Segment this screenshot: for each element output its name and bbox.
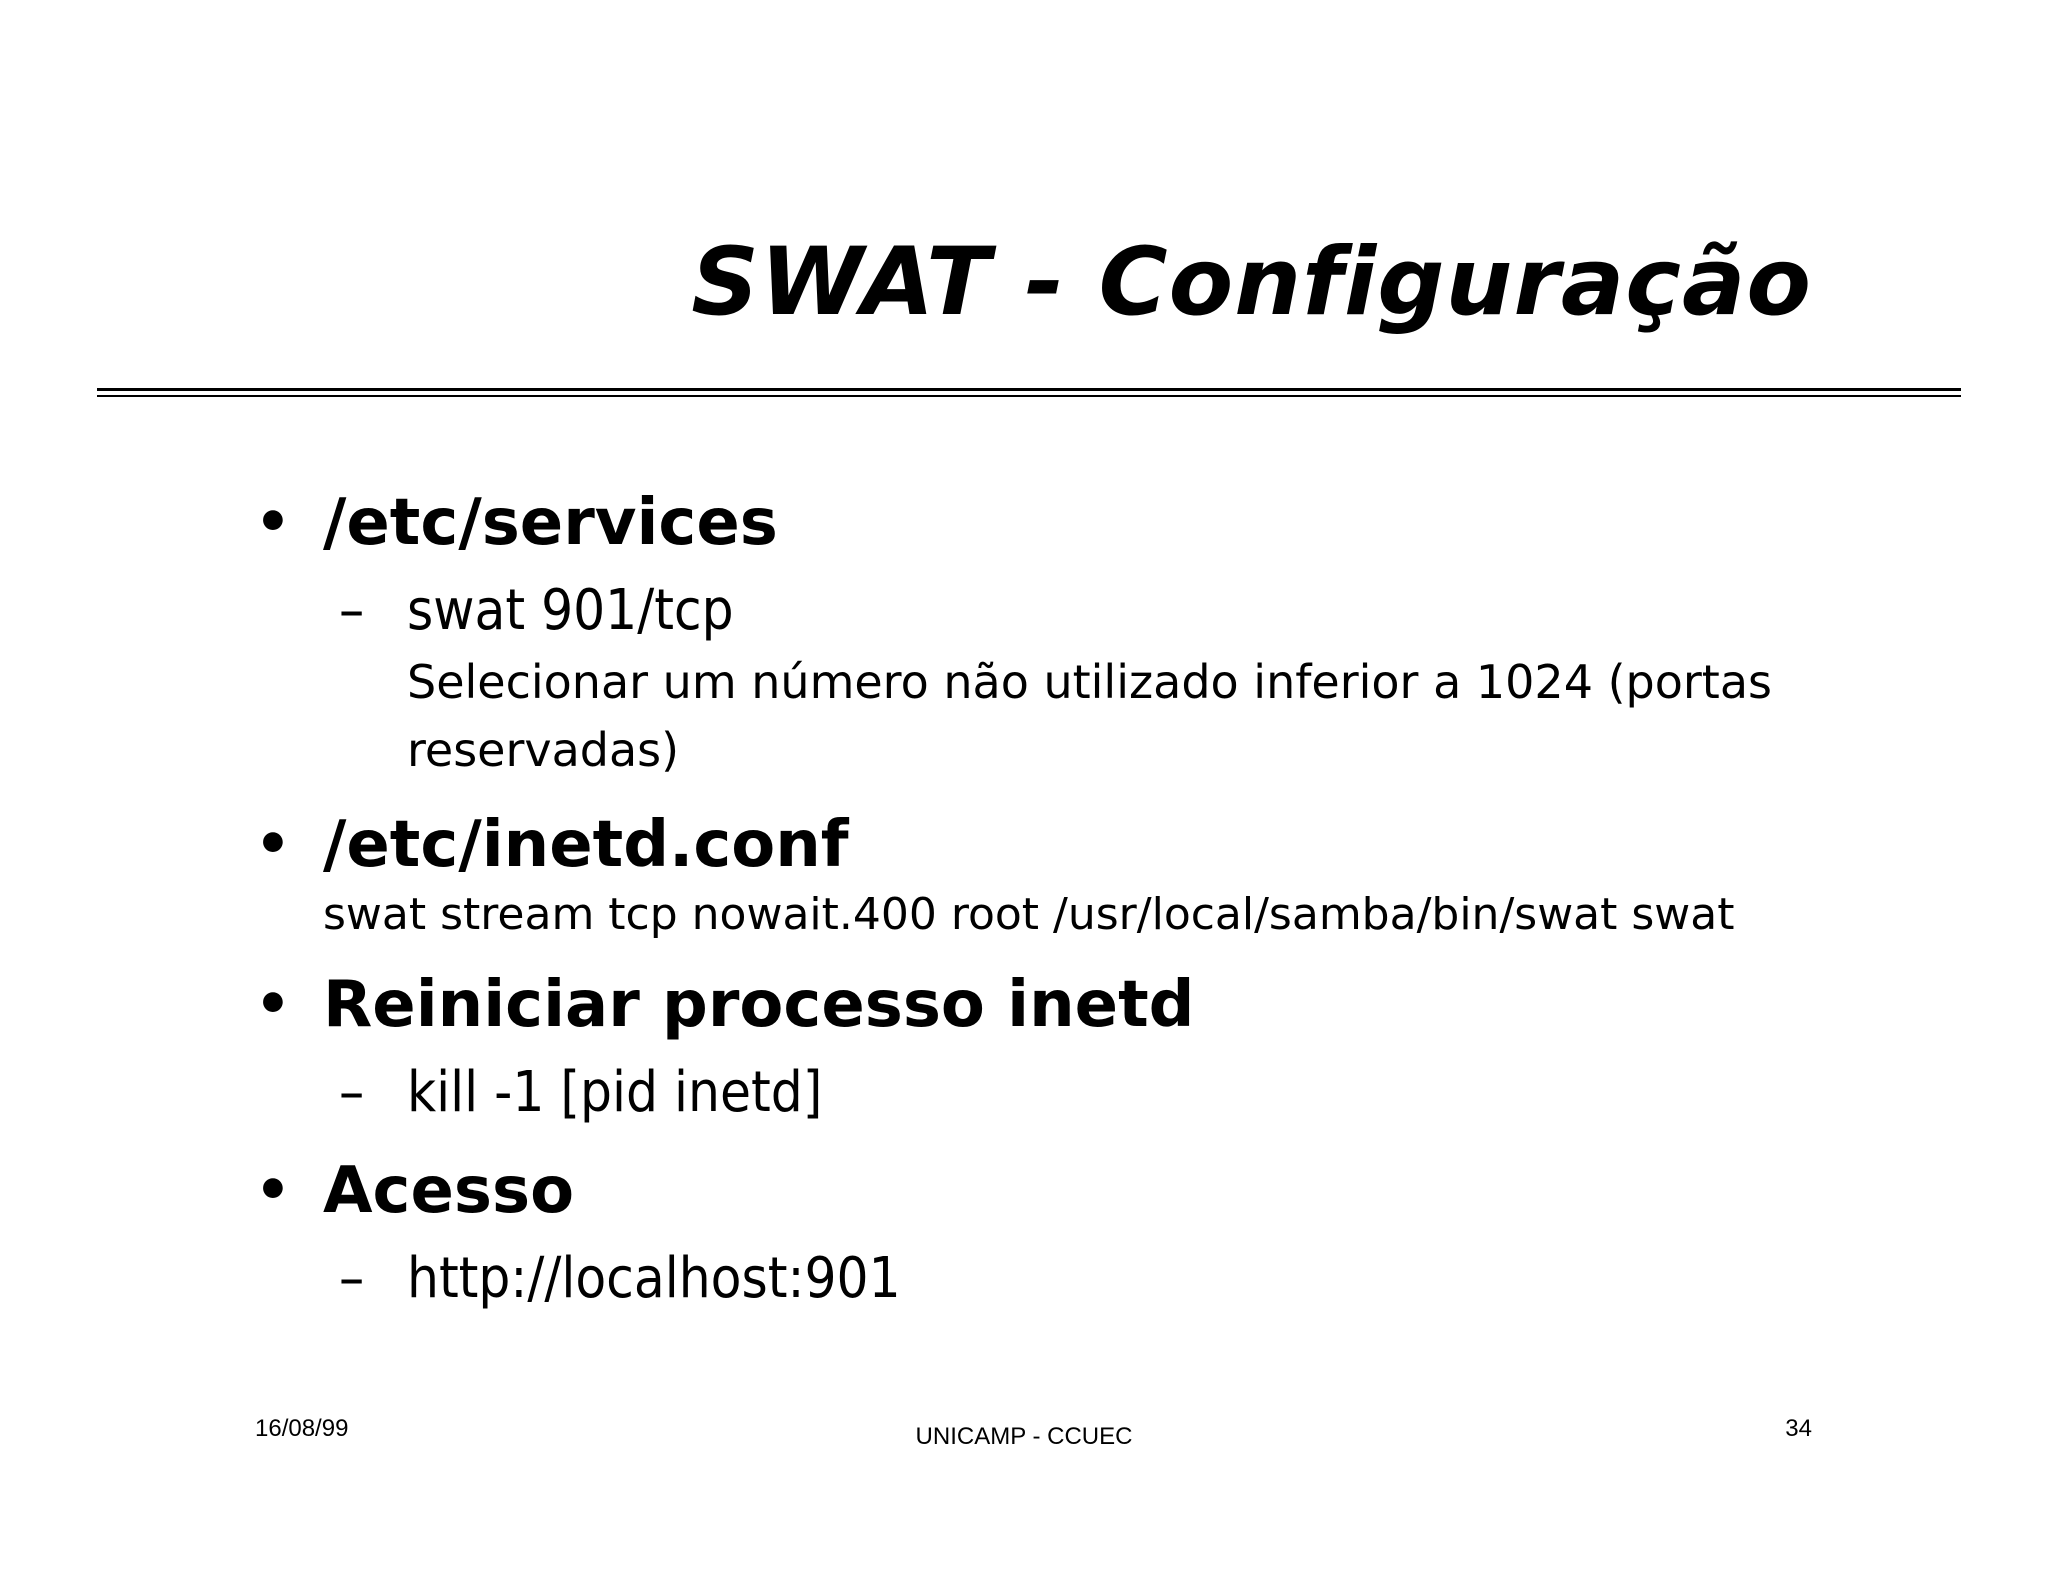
bullet-marker: • xyxy=(255,1158,291,1223)
sub-item-note: Selecionar um número não utilizado inferior a 1024 (portas reservadas) xyxy=(407,655,1772,777)
title-divider xyxy=(97,388,1961,391)
bullet-etc-services xyxy=(255,482,1855,564)
footer-page-number: 34 xyxy=(1785,1415,1812,1442)
bullet-marker: • xyxy=(255,490,291,555)
sub-item-text: swat 901/tcp xyxy=(407,578,734,643)
bullet-etc-inetd-conf xyxy=(255,804,1855,886)
bullet-acesso xyxy=(255,1150,1855,1232)
slide-content xyxy=(255,482,1855,1316)
slide-title: SWAT - Configuração xyxy=(691,228,1812,337)
footer-date: 16/08/99 xyxy=(255,1415,349,1442)
bullet-marker: • xyxy=(255,812,291,877)
bullet-restart-inetd xyxy=(255,964,1855,1046)
bullet-label: Acesso xyxy=(323,1154,575,1228)
sub-item-swat-port xyxy=(255,574,1855,648)
footer-organization: UNICAMP - CCUEC xyxy=(915,1423,1133,1450)
sub-item-text: kill -1 [pid inetd] xyxy=(407,1060,823,1125)
bullet-marker: • xyxy=(255,972,291,1037)
dash-marker: – xyxy=(339,1060,365,1125)
sub-item-kill-command xyxy=(255,1056,1855,1130)
bullet-label: /etc/services xyxy=(323,486,778,560)
dash-marker: – xyxy=(339,578,365,643)
sub-item-text: http://localhost:901 xyxy=(407,1246,901,1311)
dash-marker: – xyxy=(339,1246,365,1311)
title-divider-secondary xyxy=(97,395,1961,397)
bullet-label: /etc/inetd.conf xyxy=(323,808,849,882)
inetd-config-line: swat stream tcp nowait.400 root /usr/local/samba/bin/swat swat xyxy=(323,889,1735,940)
sub-item-access-url xyxy=(255,1242,1855,1316)
bullet-label: Reiniciar processo inetd xyxy=(323,968,1195,1042)
